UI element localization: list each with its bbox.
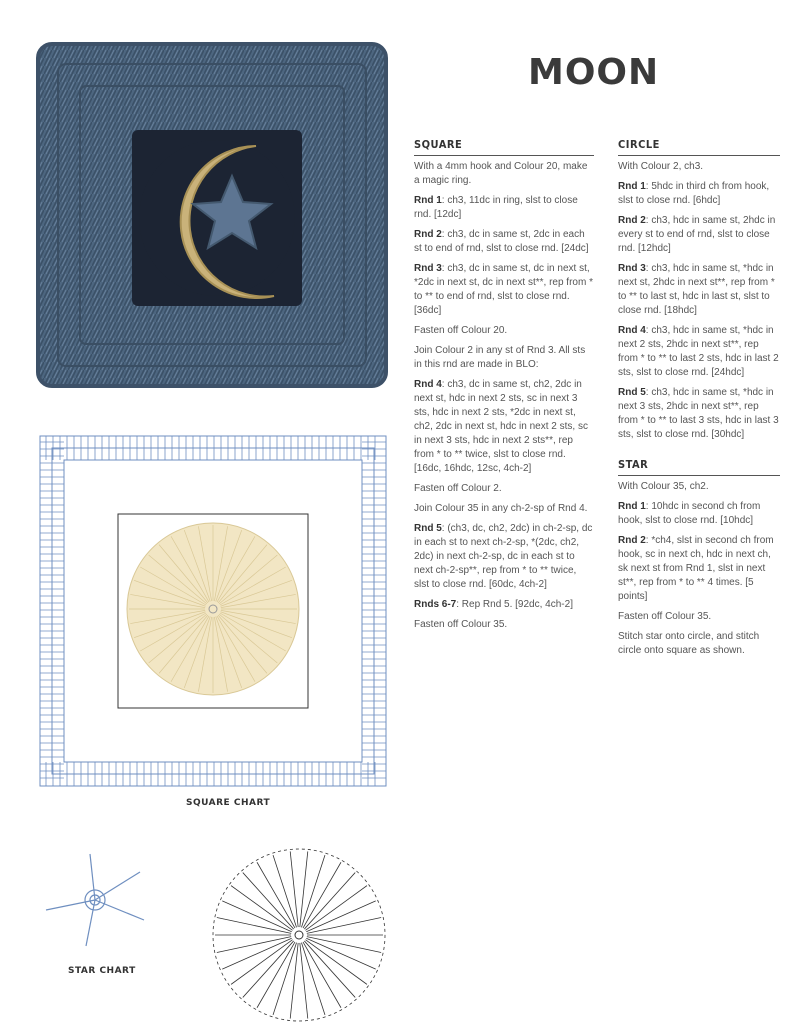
- square-paragraph: [414, 228, 594, 256]
- star-paragraph: [618, 480, 780, 494]
- square-paragraph: [414, 522, 594, 592]
- square-chart: [36, 432, 392, 792]
- star-instruction-text: With Colour 35, ch2.: [618, 481, 709, 492]
- square-paragraph: [414, 194, 594, 222]
- star-heading: STAR: [618, 458, 780, 476]
- star-round-label: Rnd 2: [618, 535, 646, 546]
- circle-round-label: Rnd 1: [618, 181, 646, 192]
- square-instruction-text: : (ch3, dc, ch2, 2dc) in ch-2-sp, dc in each st to next ch-2-sp, *(2dc, ch2, 2dc) in next ch-2-sp, dc in each st to next ch-2-sp**, rep from * to ** twice, slst to close rnd. [60dc, 4ch-2]: [414, 523, 593, 590]
- circle-instruction-text: With Colour 2, ch3.: [618, 161, 704, 172]
- star-paragraph: [618, 630, 780, 658]
- square-instruction-text: : ch3, dc in same st, dc in next st, *2dc in next st, dc in next st**, rep from * to ** to end of rnd, slst to close rnd. [36dc]: [414, 263, 593, 316]
- crochet-square-photo: [36, 42, 392, 392]
- square-instruction-text: With a 4mm hook and Colour 20, make a magic ring.: [414, 161, 588, 186]
- star-paragraph: [618, 500, 780, 528]
- circle-heading: CIRCLE: [618, 138, 780, 156]
- square-instruction-text: Join Colour 35 in any ch-2-sp of Rnd 4.: [414, 503, 588, 514]
- circle-paragraph: [618, 262, 780, 318]
- square-instruction-text: Join Colour 2 in any st of Rnd 3. All sts in this rnd are made in BLO:: [414, 345, 586, 370]
- star-instruction-text: : 10hdc in second ch from hook, slst to close rnd. [10hdc]: [618, 501, 761, 526]
- square-instruction-text: Fasten off Colour 2.: [414, 483, 502, 494]
- square-round-label: Rnd 2: [414, 229, 442, 240]
- square-chart-caption: SQUARE CHART: [186, 798, 271, 808]
- square-section: [414, 138, 594, 638]
- square-instruction-text: : Rep Rnd 5. [92dc, 4ch-2]: [456, 599, 573, 610]
- square-instruction-text: : ch3, dc in same st, ch2, 2dc in next st, hdc in next 2 sts, sc in next 3 sts, hdc in next 2 sts, *2dc in next st, ch2, 2dc in next st, hdc in next 2 sts, sc in next 3 sts, hdc in next 2 sts**, rep from * to ** twice, slst to close rnd. [16dc, 16hdc, 12sc, 4ch-2]: [414, 379, 588, 474]
- star-instruction-text: : *ch4, slst in second ch from hook, sc in next ch, hdc in next ch, sk next st from Rnd 1, slst in next st**, rep from * to ** 4 times. [5 points]: [618, 535, 774, 602]
- square-paragraph: [414, 482, 594, 496]
- square-paragraph: [414, 344, 594, 372]
- square-round-label: Rnd 5: [414, 523, 442, 534]
- square-instruction-text: Fasten off Colour 20.: [414, 325, 508, 336]
- square-paragraph: [414, 324, 594, 338]
- circle-instruction-text: : ch3, hdc in same st, *hdc in next st, 2hdc in next st**, rep from * to ** to last st, hdc in last st, slst to close rnd. [18hdc]: [618, 263, 775, 316]
- square-paragraph: [414, 160, 594, 188]
- circle-round-label: Rnd 3: [618, 263, 646, 274]
- square-paragraph: [414, 598, 594, 612]
- star-chart-caption: STAR CHART: [68, 966, 136, 976]
- circle-instruction-text: : 5hdc in third ch from hook, slst to close rnd. [6hdc]: [618, 181, 770, 206]
- square-instruction-text: : ch3, 11dc in ring, slst to close rnd. [12dc]: [414, 195, 578, 220]
- square-paragraph: [414, 618, 594, 632]
- circle-round-label: Rnd 2: [618, 215, 646, 226]
- circle-paragraph: [618, 214, 780, 256]
- square-instruction-text: : ch3, dc in same st, 2dc in each st to end of rnd, slst to close rnd. [24dc]: [414, 229, 589, 254]
- square-paragraph: [414, 378, 594, 476]
- star-paragraph: [618, 610, 780, 624]
- star-paragraph: [618, 534, 780, 604]
- circle-paragraph: [618, 324, 780, 380]
- square-heading: SQUARE: [414, 138, 594, 156]
- circle-paragraph: [618, 160, 780, 174]
- square-paragraph: [414, 502, 594, 516]
- circle-instruction-text: : ch3, hdc in same st, 2hdc in every st to end of rnd, slst to close rnd. [12hdc]: [618, 215, 776, 254]
- circle-paragraph: [618, 180, 780, 208]
- circle-round-label: Rnd 4: [618, 325, 646, 336]
- circle-paragraph: [618, 386, 780, 442]
- square-round-label: Rnd 1: [414, 195, 442, 206]
- star-instruction-text: Fasten off Colour 35.: [618, 611, 712, 622]
- circle-round-label: Rnd 5: [618, 387, 646, 398]
- page-title: MOON: [528, 52, 660, 93]
- square-round-label: Rnd 3: [414, 263, 442, 274]
- square-round-label: Rnd 4: [414, 379, 442, 390]
- circle-chart: [210, 846, 388, 1024]
- square-round-label: Rnds 6-7: [414, 599, 457, 610]
- star-instruction-text: Stitch star onto circle, and stitch circle onto square as shown.: [618, 631, 760, 656]
- star-round-label: Rnd 1: [618, 501, 646, 512]
- square-instruction-text: Fasten off Colour 35.: [414, 619, 508, 630]
- star-chart: [40, 850, 150, 950]
- circle-instruction-text: : ch3, hdc in same st, *hdc in next 2 sts, 2hdc in next st**, rep from * to ** to last 2 sts, hdc in last 2 sts, slst to close rnd. [24hdc]: [618, 325, 779, 378]
- square-paragraph: [414, 262, 594, 318]
- circle-instruction-text: : ch3, hdc in same st, *hdc in next 3 sts, 2hdc in next st**, rep from * to ** to last 3 sts, hdc in last 3 sts, slst to close rnd. [30hdc]: [618, 387, 779, 440]
- circle-section: [618, 138, 780, 664]
